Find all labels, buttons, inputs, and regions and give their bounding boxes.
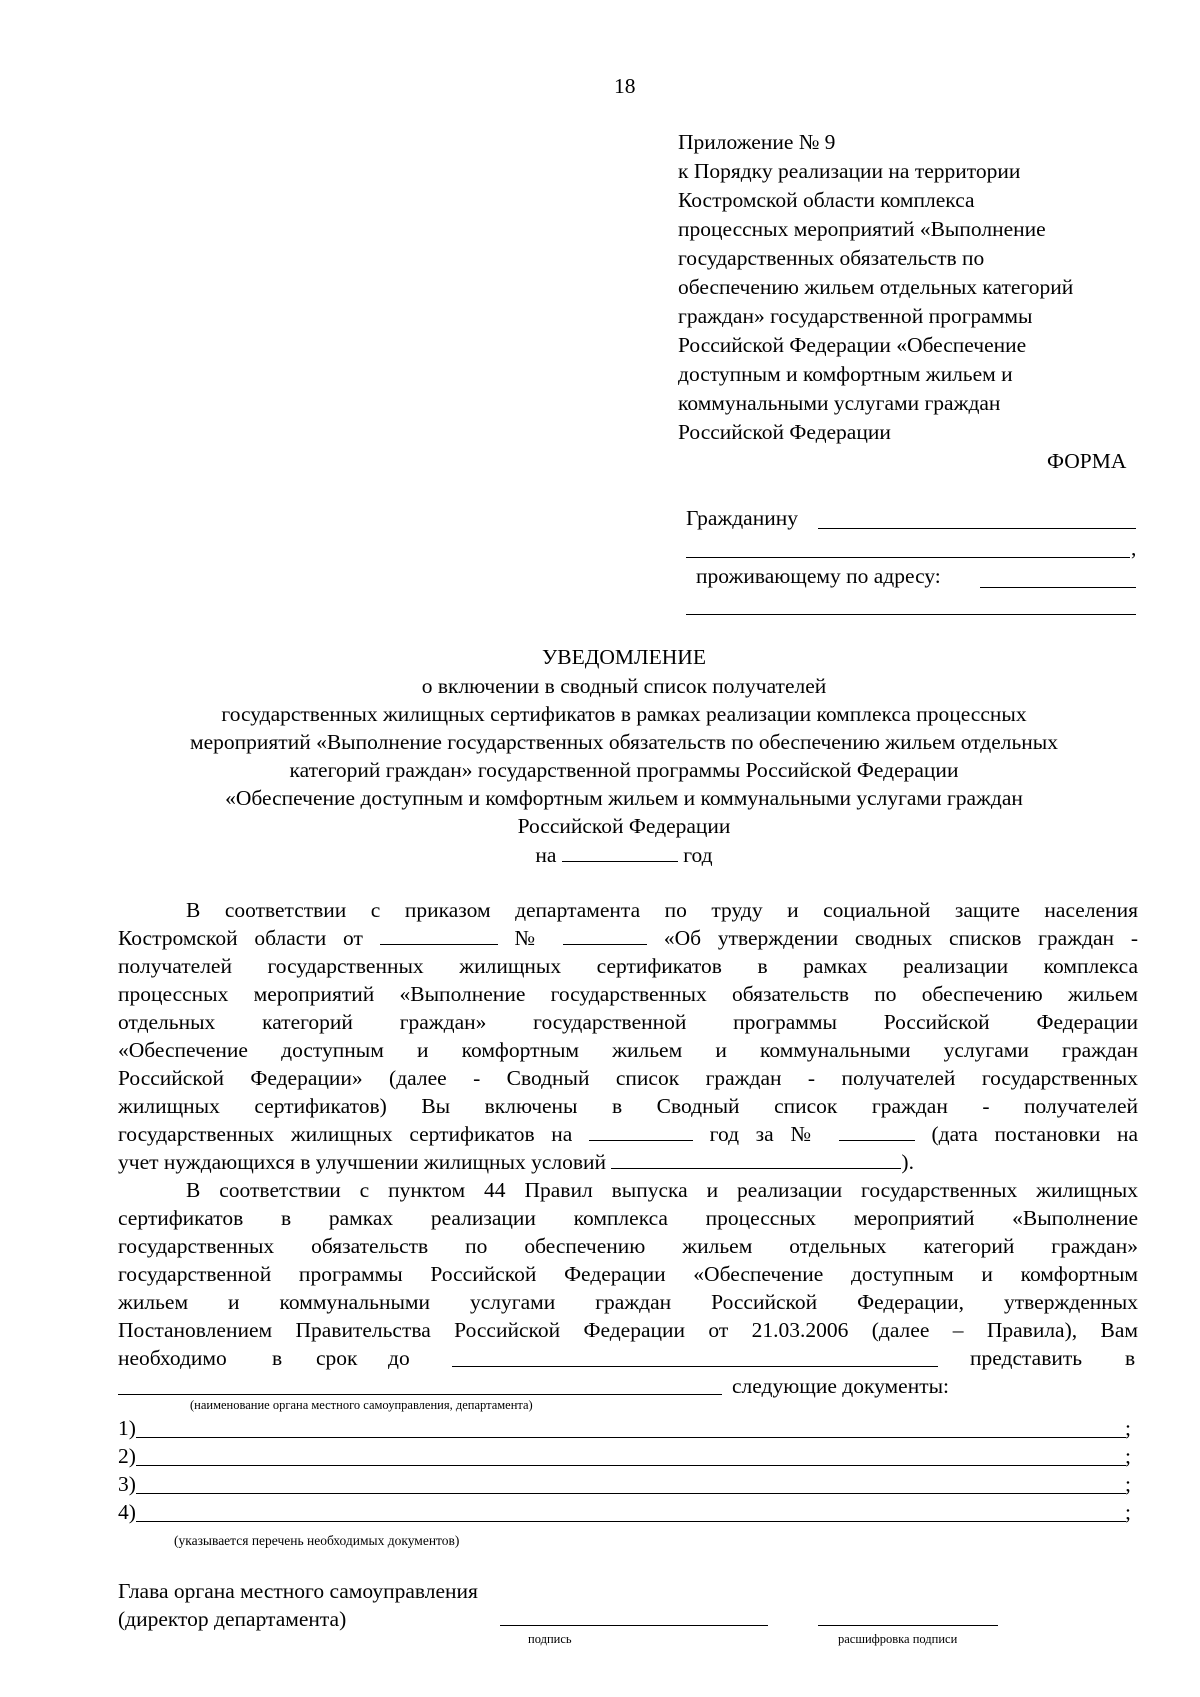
paragraph1-line: жилищных сертификатов) Вы включены в Сводный список граждан - получателей — [118, 1094, 1138, 1118]
documents-intro: следующие документы: — [732, 1374, 950, 1398]
form-label: ФОРМА — [1047, 449, 1127, 473]
paragraph1-line: «Обеспечение доступным и комфортным жильем и коммунальными услугами граждан — [118, 1038, 1138, 1062]
list-number-field[interactable] — [839, 1120, 915, 1141]
signer-title: Глава органа местного самоуправления — [118, 1579, 478, 1603]
paragraph1-line-9: государственных жилищных сертификатов на год за № (дата постановки на — [118, 1122, 1139, 1146]
deadline-field[interactable] — [452, 1366, 938, 1367]
paragraph2-line: Постановлением Правительства Российской Федерации от 21.03.2006 (далее – Правила), Вам — [118, 1318, 1138, 1342]
organ-name-field[interactable] — [118, 1394, 722, 1395]
paragraph1-line: получателей государственных жилищных сертификатов в рамках реализации комплекса — [118, 954, 1138, 978]
citizen-label: Гражданину — [686, 506, 798, 530]
signature-decode-caption: расшифровка подписи — [838, 1632, 958, 1646]
title-line: государственных жилищных сертификатов в рамках реализации комплекса процессных — [221, 702, 1027, 726]
appendix-line: обеспечению жильем отдельных категорий — [678, 275, 1074, 299]
paragraph1-line: отдельных категорий граждан» государственной программы Российской Федерации — [118, 1010, 1138, 1034]
appendix-line: процессных мероприятий «Выполнение — [678, 217, 1046, 241]
order-number-field[interactable] — [563, 924, 647, 945]
list-year-field[interactable] — [589, 1120, 693, 1141]
paragraph2-word: необходимо — [118, 1346, 227, 1370]
address-line-2[interactable] — [686, 614, 1136, 615]
registration-date-field[interactable] — [611, 1148, 901, 1169]
document-item-number: 4) — [118, 1500, 136, 1524]
title-line: о включении в сводный список получателей — [421, 674, 827, 698]
paragraph2-word: в — [1125, 1346, 1136, 1370]
document-item-field[interactable] — [136, 1437, 1126, 1438]
title-line: мероприятий «Выполнение государственных обязательств по обеспечению жильем отдельных — [190, 730, 1058, 754]
title-line: Российской Федерации — [517, 814, 731, 838]
page-number: 18 — [614, 74, 636, 98]
appendix-line: коммунальными услугами граждан — [678, 391, 1001, 415]
citizen-name-line[interactable] — [818, 528, 1136, 529]
appendix-line: Костромской области комплекса — [678, 188, 975, 212]
organ-caption: (наименование органа местного самоуправления, департамента) — [190, 1398, 533, 1412]
paragraph2-word: до — [388, 1346, 410, 1370]
documents-caption: (указывается перечень необходимых документов) — [174, 1533, 460, 1548]
paragraph2-line: государственных обязательств по обеспечению жильем отдельных категорий граждан» — [118, 1234, 1138, 1258]
paragraph1-line: Российской Федерации» (далее - Сводный список граждан - получателей государственных — [118, 1066, 1138, 1090]
item-terminator: ; — [1125, 1500, 1131, 1524]
year-field[interactable] — [562, 841, 678, 862]
address-label: проживающему по адресу: — [696, 564, 941, 588]
title-line: категорий граждан» государственной программы Российской Федерации — [289, 758, 959, 782]
paragraph2-word: представить — [970, 1346, 1083, 1370]
item-terminator: ; — [1125, 1444, 1131, 1468]
document-item-number: 1) — [118, 1416, 136, 1440]
paragraph2-word: в — [272, 1346, 283, 1370]
appendix-line: Российской Федерации — [678, 420, 891, 444]
paragraph1-line: В соответствии с приказом департамента по труду и социальной защите населения — [186, 898, 1138, 922]
appendix-line: к Порядку реализации на территории — [678, 159, 1021, 183]
appendix-line: государственных обязательств по — [678, 246, 985, 270]
document-item-field[interactable] — [136, 1465, 1126, 1466]
address-line[interactable] — [980, 587, 1136, 588]
appendix-line: граждан» государственной программы — [678, 304, 1033, 328]
year-suffix: год — [683, 843, 713, 867]
appendix-line: доступным и комфортным жильем и — [678, 362, 1013, 386]
paragraph2-line: сертификатов в рамках реализации комплекса процессных мероприятий «Выполнение — [118, 1206, 1138, 1230]
appendix-line: Российской Федерации «Обеспечение — [678, 333, 1027, 357]
document-item-number: 3) — [118, 1472, 136, 1496]
paragraph1-line-2: Костромской области от № «Об утверждении сводных списков граждан - — [118, 926, 1138, 950]
year-prefix: на — [535, 843, 557, 867]
document-item-number: 2) — [118, 1444, 136, 1468]
signer-title-2: (директор департамента) — [118, 1607, 347, 1631]
citizen-name-line-2[interactable] — [686, 557, 1130, 558]
title-line: «Обеспечение доступным и комфортным жильем и коммунальными услугами граждан — [225, 786, 1023, 810]
year-line — [0, 841, 1200, 869]
paragraph1-line: процессных мероприятий «Выполнение государственных обязательств по обеспечению жильем — [118, 982, 1138, 1006]
signature-decode-field[interactable] — [818, 1625, 998, 1626]
paragraph2-line: государственной программы Российской Федерации «Обеспечение доступным и комфортным — [118, 1262, 1138, 1286]
item-terminator: ; — [1125, 1472, 1131, 1496]
paragraph2-line: жильем и коммунальными услугами граждан Российской Федерации, утвержденных — [118, 1290, 1138, 1314]
item-terminator: ; — [1125, 1416, 1131, 1440]
paragraph1-line-10: учет нуждающихся в улучшении жилищных условий ). — [118, 1150, 914, 1174]
document-heading: УВЕДОМЛЕНИЕ — [542, 645, 706, 669]
signature-caption: подпись — [528, 1632, 572, 1646]
order-date-field[interactable] — [380, 924, 498, 945]
appendix-line: Приложение № 9 — [678, 130, 836, 154]
signature-field[interactable] — [500, 1625, 768, 1626]
document-item-field[interactable] — [136, 1493, 1126, 1494]
document-item-field[interactable] — [136, 1521, 1126, 1522]
paragraph2-line: В соответствии с пунктом 44 Правил выпуска и реализации государственных жилищных — [186, 1178, 1138, 1202]
paragraph2-word: срок — [316, 1346, 358, 1370]
comma: , — [1131, 536, 1137, 560]
